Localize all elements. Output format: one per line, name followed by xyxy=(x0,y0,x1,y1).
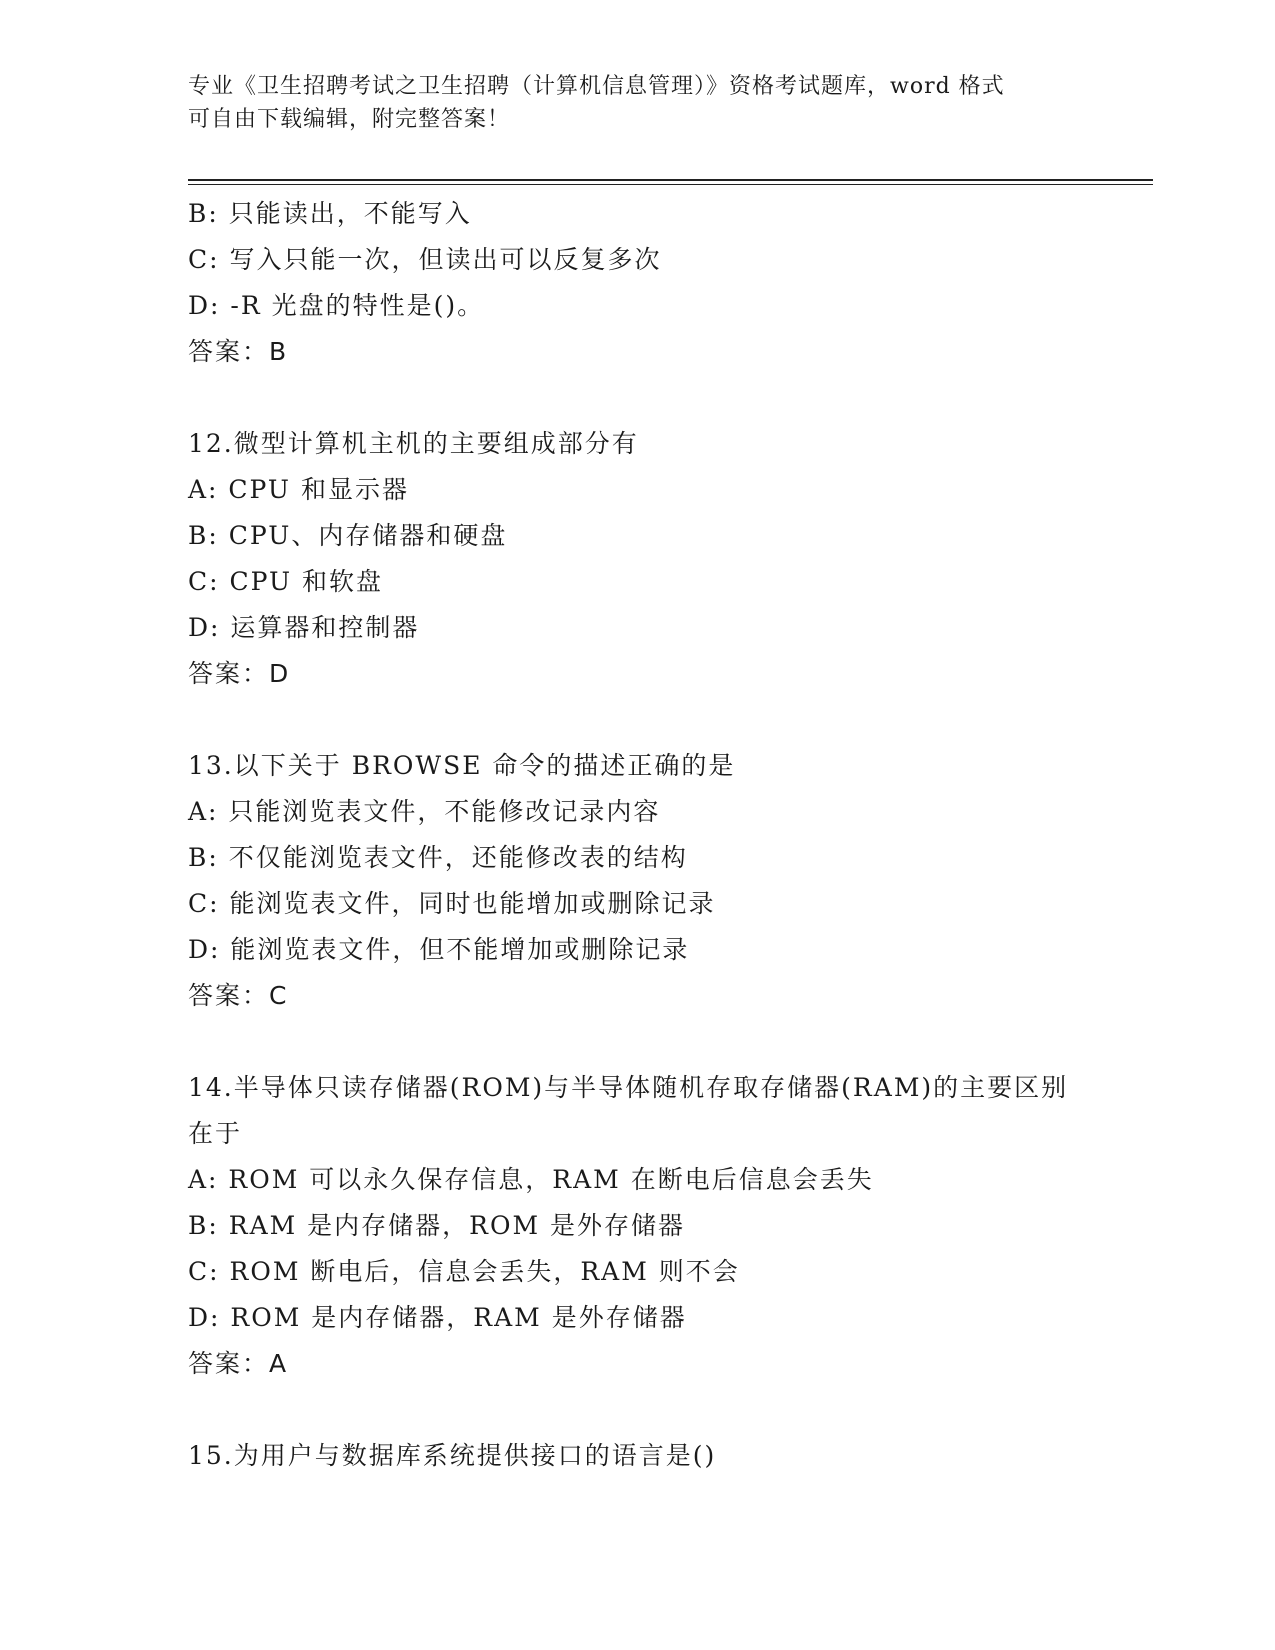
document-header xyxy=(188,70,1068,136)
answer-line: 答案：B xyxy=(188,337,289,366)
option-c: C: ROM 断电后，信息会丢失，RAM 则不会 xyxy=(188,1257,740,1286)
header-rule-thick xyxy=(188,179,1153,181)
question-stem: 12.微型计算机主机的主要组成部分有 xyxy=(188,429,639,458)
option-b: B: 不仅能浏览表文件，还能修改表的结构 xyxy=(188,843,688,872)
question-14 xyxy=(188,1065,1088,1387)
answer-line: 答案：A xyxy=(188,1349,289,1378)
option-b: B: 只能读出，不能写入 xyxy=(188,199,472,228)
option-c: C: 能浏览表文件，同时也能增加或删除记录 xyxy=(188,889,716,918)
header-line-2: 可自由下载编辑，附完整答案！ xyxy=(188,107,511,132)
answer-line: 答案：D xyxy=(188,659,291,688)
question-stem: 15.为用户与数据库系统提供接口的语言是() xyxy=(188,1441,717,1470)
option-c: C: CPU 和软盘 xyxy=(188,567,384,596)
question-15 xyxy=(188,1433,1088,1479)
option-d: D: 运算器和控制器 xyxy=(188,613,420,642)
option-b: B: RAM 是内存储器，ROM 是外存储器 xyxy=(188,1211,686,1240)
option-c: C: 写入只能一次，但读出可以反复多次 xyxy=(188,245,662,274)
header-rule-thin xyxy=(188,184,1153,185)
option-a: A: 只能浏览表文件，不能修改记录内容 xyxy=(188,797,661,826)
option-d: D: ROM 是内存储器，RAM 是外存储器 xyxy=(188,1303,687,1332)
option-d: D: 能浏览表文件，但不能增加或删除记录 xyxy=(188,935,690,964)
option-b: B: CPU、内存储器和硬盘 xyxy=(188,521,508,550)
option-d: D: -R 光盘的特性是()。 xyxy=(188,291,485,320)
option-a: A: ROM 可以永久保存信息，RAM 在断电后信息会丢失 xyxy=(188,1165,874,1194)
question-stem: 13.以下关于 BROWSE 命令的描述正确的是 xyxy=(188,751,736,780)
option-a: A: CPU 和显示器 xyxy=(188,475,409,504)
question-12 xyxy=(188,421,1088,697)
question-stem: 14.半导体只读存储器(ROM)与半导体随机存取存储器(RAM)的主要区别 xyxy=(188,1073,1069,1102)
header-line-1: 专业《卫生招聘考试之卫生招聘（计算机信息管理）》资格考试题库，word 格式 xyxy=(188,74,1005,99)
question-13 xyxy=(188,743,1088,1019)
question-stem-continued: 在于 xyxy=(188,1119,243,1148)
answer-line: 答案：C xyxy=(188,981,289,1010)
question-list xyxy=(188,191,1088,1479)
question-11-tail xyxy=(188,191,1088,375)
